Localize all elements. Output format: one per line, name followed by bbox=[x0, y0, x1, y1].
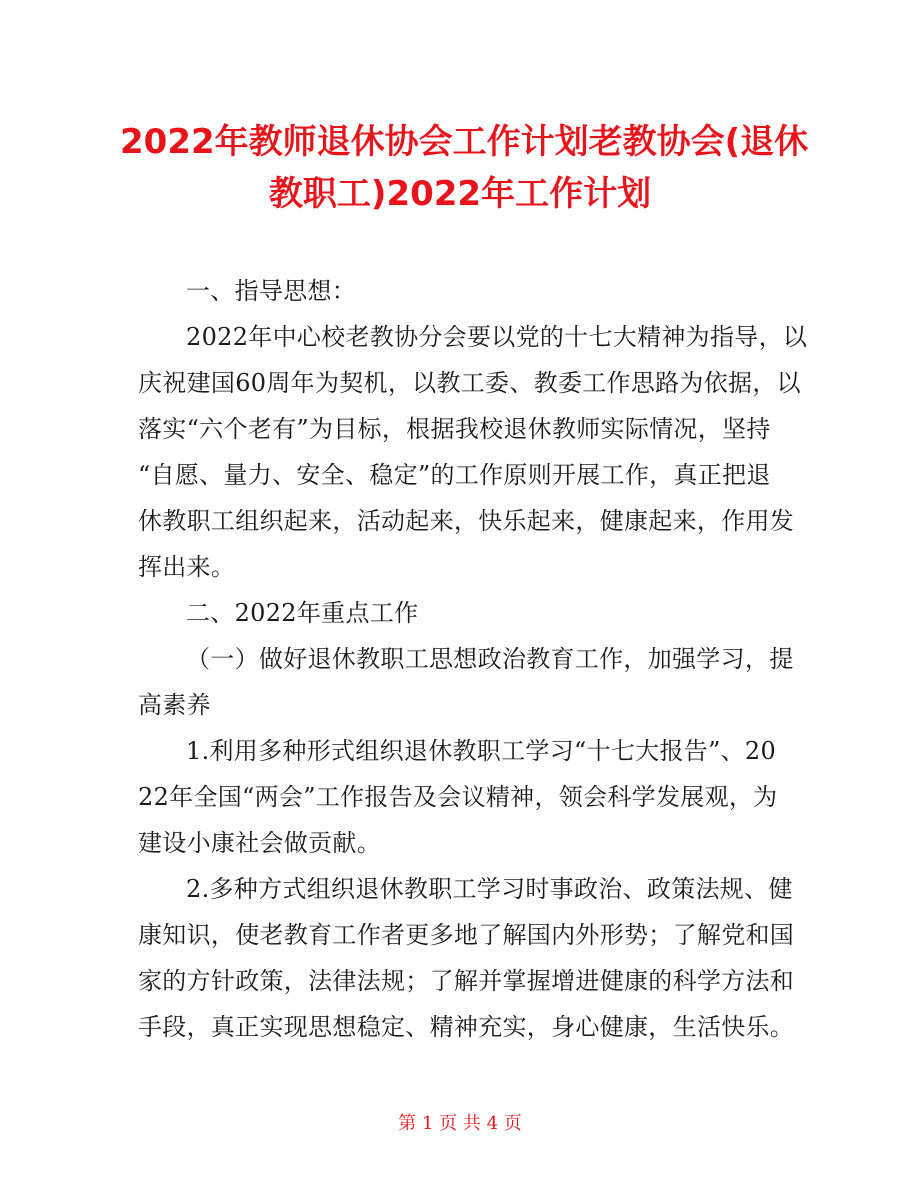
paragraph-line: 二、2022年重点工作 bbox=[186, 599, 419, 627]
paragraph-line: 2.多种方式组织退休教职工学习时事政治、政策法规、健 bbox=[186, 875, 793, 903]
paragraph-line: 家的方针政策，法律法规；了解并掌握增进健康的科学方法和 bbox=[138, 967, 795, 995]
page-number-footer: 第 1 页 共 4 页 bbox=[398, 1113, 522, 1134]
paragraph-key-work-heading bbox=[138, 590, 783, 636]
paragraph-item-2 bbox=[138, 866, 795, 1050]
paragraph-item-1 bbox=[138, 728, 783, 866]
paragraph-line: 手段，真正实现思想稳定、精神充实，身心健康，生活快乐。 bbox=[138, 1013, 795, 1041]
paragraph-line: 1.利用多种形式组织退休教职工学习“十七大报告”、20 bbox=[186, 737, 777, 765]
paragraph-line: 休教职工组织起来，活动起来，快乐起来，健康起来，作用发 bbox=[138, 507, 795, 535]
paragraph-line: 一、指导思想： bbox=[186, 277, 357, 305]
paragraph-line: 落实“六个老有”为目标，根据我校退休教师实际情况，坚持 bbox=[138, 415, 771, 443]
paragraph-line: 2022年中心校老教协分会要以党的十七大精神为指导，以 bbox=[186, 323, 808, 351]
paragraph-line: 建设小康社会做贡献。 bbox=[138, 829, 381, 857]
paragraph-section-one-heading bbox=[138, 636, 794, 728]
paragraph-line: 挥出来。 bbox=[138, 553, 236, 581]
paragraph-guiding-thought-heading bbox=[138, 268, 783, 314]
paragraph-line: “自愿、量力、安全、稳定”的工作原则开展工作，真正把退 bbox=[138, 461, 771, 489]
title-line-1: 2022年教师退休协会工作计划老教协会(退休 bbox=[120, 122, 809, 162]
paragraph-line: 庆祝建国60周年为契机，以教工委、教委工作思路为依据，以 bbox=[138, 369, 801, 397]
document-title bbox=[120, 116, 809, 220]
paragraph-line: 22年全国“两会”工作报告及会议精神，领会科学发展观，为 bbox=[138, 783, 778, 811]
paragraph-line: 高素养 bbox=[138, 691, 211, 719]
title-line-2: 教职工)2022年工作计划 bbox=[268, 174, 652, 214]
paragraph-guiding-thought bbox=[138, 314, 808, 590]
document-body bbox=[138, 268, 808, 1050]
paragraph-line: （一）做好退休教职工思想政治教育工作，加强学习，提 bbox=[186, 645, 794, 673]
paragraph-line: 康知识，使老教育工作者更多地了解国内外形势；了解党和国 bbox=[138, 921, 795, 949]
